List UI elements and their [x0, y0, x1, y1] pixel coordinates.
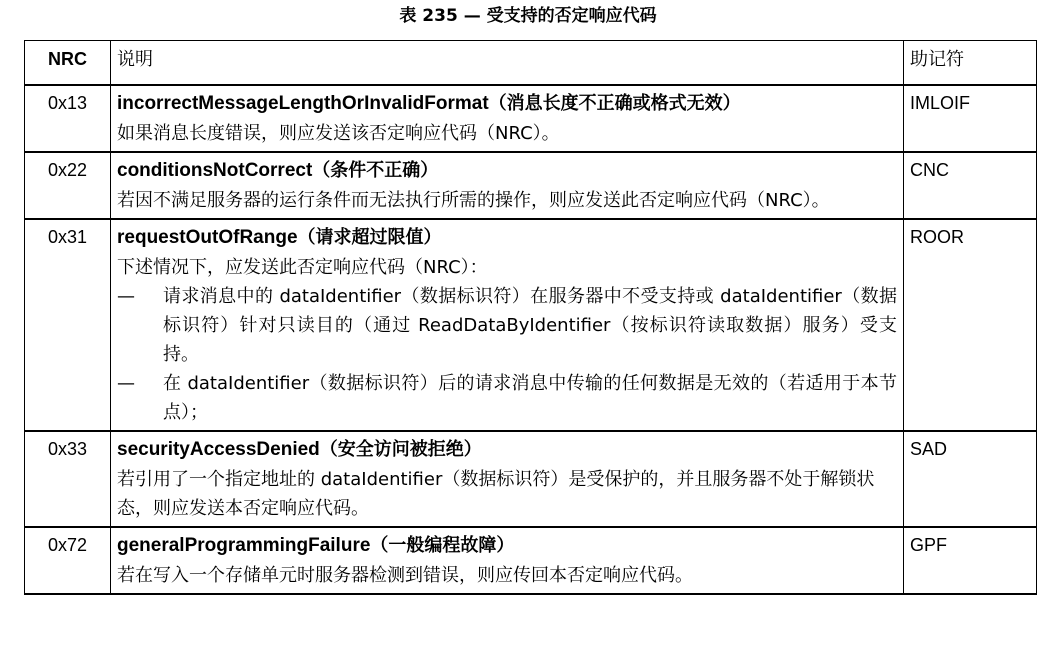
- description-cell: [111, 85, 904, 152]
- table-caption: 表 235 — 受支持的否定响应代码: [399, 6, 657, 26]
- nrc-description: 若在写入一个存储单元时服务器检测到错误，则应传回本否定响应代码。: [117, 565, 693, 586]
- nrc-name: [117, 531, 897, 561]
- nrc-description: 若引用了一个指定地址的 dataIdentifier（数据标识符）是受保护的，并且服务器不处于解锁状态，则应发送本否定响应代码。: [117, 469, 875, 519]
- table-row: [25, 85, 1037, 152]
- nrc-name-en: securityAccessDenied: [117, 439, 320, 460]
- nrc-name: [117, 435, 897, 465]
- nrc-name: [117, 89, 897, 119]
- nrc-name-zh: （条件不正确）: [312, 160, 439, 181]
- nrc-name-en: requestOutOfRange: [117, 227, 298, 248]
- bullet-text: 在 dataIdentifier（数据标识符）后的请求消息中传输的任何数据是无效的（若适用于本节点）；: [163, 373, 897, 423]
- nrc-description: 如果消息长度错误，则应发送该否定响应代码（NRC）。: [117, 123, 560, 144]
- table-row: [25, 152, 1037, 219]
- nrc-name-en: generalProgrammingFailure: [117, 535, 371, 556]
- nrc-code: 0x13: [25, 85, 111, 152]
- nrc-code: 0x33: [25, 431, 111, 527]
- nrc-name-zh: （安全访问被拒绝）: [319, 439, 482, 460]
- header-mnemonic: 助记符: [904, 41, 1037, 86]
- description-cell: [111, 527, 904, 594]
- bullet-dash: —: [117, 286, 135, 307]
- nrc-mnemonic: CNC: [904, 152, 1037, 219]
- nrc-table: [24, 40, 1037, 595]
- nrc-description: 下述情况下，应发送此否定响应代码（NRC）：: [117, 257, 488, 278]
- nrc-code: 0x31: [25, 219, 111, 431]
- description-cell: [111, 431, 904, 527]
- nrc-name-zh: （消息长度不正确或格式无效）: [488, 93, 741, 114]
- description-cell: [111, 152, 904, 219]
- nrc-name-zh: （请求超过限值）: [297, 227, 442, 248]
- bullet-text: 请求消息中的 dataIdentifier（数据标识符）在服务器中不受支持或 dataIdentifier（数据标识符）针对只读目的（通过 ReadDataByIdentifier（按标识符读取数据）服务）受支持。: [163, 286, 897, 365]
- bullet-dash: —: [117, 373, 135, 394]
- table-header-row: [25, 41, 1037, 86]
- nrc-mnemonic: SAD: [904, 431, 1037, 527]
- bullet-item: [117, 282, 897, 369]
- nrc-code: 0x72: [25, 527, 111, 594]
- nrc-mnemonic: ROOR: [904, 219, 1037, 431]
- header-description: 说明: [111, 41, 904, 86]
- nrc-mnemonic: GPF: [904, 527, 1037, 594]
- header-nrc: NRC: [25, 41, 111, 86]
- bullet-item: [117, 369, 897, 427]
- nrc-description: 若因不满足服务器的运行条件而无法执行所需的操作，则应发送此否定响应代码（NRC）。: [117, 190, 830, 211]
- nrc-name: [117, 223, 897, 253]
- nrc-name: [117, 156, 897, 186]
- nrc-mnemonic: IMLOIF: [904, 85, 1037, 152]
- table-row: [25, 527, 1037, 594]
- nrc-name-en: incorrectMessageLengthOrInvalidFormat: [117, 93, 489, 114]
- nrc-name-zh: （一般编程故障）: [370, 535, 515, 556]
- description-cell: [111, 219, 904, 431]
- table-row: [25, 219, 1037, 431]
- nrc-name-en: conditionsNotCorrect: [117, 160, 313, 181]
- table-row: [25, 431, 1037, 527]
- nrc-code: 0x22: [25, 152, 111, 219]
